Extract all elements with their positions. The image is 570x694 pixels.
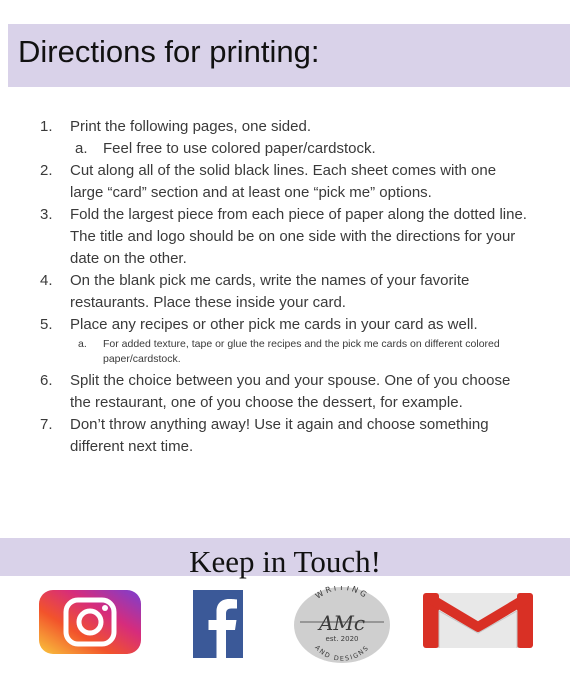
- list-item: [0, 370, 530, 414]
- list-item: [0, 160, 530, 204]
- footer-title: Keep in Touch!: [189, 544, 381, 579]
- list-item: [0, 270, 530, 314]
- list-item: [0, 116, 530, 138]
- instagram-icon[interactable]: [39, 590, 141, 654]
- item-number: 3.: [40, 206, 53, 223]
- svg-text:WRITING: WRITING: [313, 586, 371, 601]
- item-text: For added texture, tape or glue the recipes and the pick me cards on different colored paper/cardstock.: [103, 338, 500, 365]
- list-item: [0, 414, 530, 458]
- item-number: 7.: [40, 416, 53, 433]
- item-number: a.: [75, 140, 88, 157]
- list-item: [0, 314, 530, 336]
- list-item: [0, 204, 530, 270]
- item-number: 1.: [40, 118, 53, 135]
- item-text: Don’t throw anything away! Use it again and choose something different next time.: [70, 416, 489, 455]
- list-subitem: [0, 337, 523, 367]
- item-text: Fold the largest piece from each piece of paper along the dotted line. The title and logo should be on one side with the directions for your date on the other.: [70, 206, 527, 267]
- title-banner: [8, 24, 570, 87]
- item-text: Feel free to use colored paper/cardstock.: [103, 140, 376, 157]
- item-number: 4.: [40, 272, 53, 289]
- item-text: Cut along all of the solid black lines. Each sheet comes with one large “card” section and at least one “pick me” options.: [70, 162, 497, 201]
- list-subitem: [0, 138, 533, 160]
- directions-list: [0, 116, 570, 458]
- item-text: Split the choice between you and your spouse. One of you choose the restaurant, one of you choose the dessert, for example.: [70, 372, 511, 411]
- item-text: Place any recipes or other pick me cards in your card as well.: [70, 316, 478, 333]
- svg-text:AMc: AMc: [318, 611, 366, 635]
- item-number: 2.: [40, 162, 53, 179]
- item-number: 5.: [40, 316, 53, 333]
- page-title: Directions for printing:: [18, 34, 320, 69]
- item-text: On the blank pick me cards, write the names of your favorite restaurants. Place these inside your card.: [70, 272, 470, 311]
- facebook-icon[interactable]: [193, 590, 243, 658]
- footer-banner: [0, 538, 570, 579]
- svg-text:AND DESIGNS: AND DESIGNS: [313, 643, 371, 663]
- svg-text:est. 2020: est. 2020: [325, 635, 359, 643]
- item-number: a.: [78, 338, 87, 350]
- gmail-icon[interactable]: [423, 593, 533, 648]
- writing-and-designs-logo: [292, 586, 392, 664]
- item-number: 6.: [40, 372, 53, 389]
- item-text: Print the following pages, one sided.: [70, 118, 311, 135]
